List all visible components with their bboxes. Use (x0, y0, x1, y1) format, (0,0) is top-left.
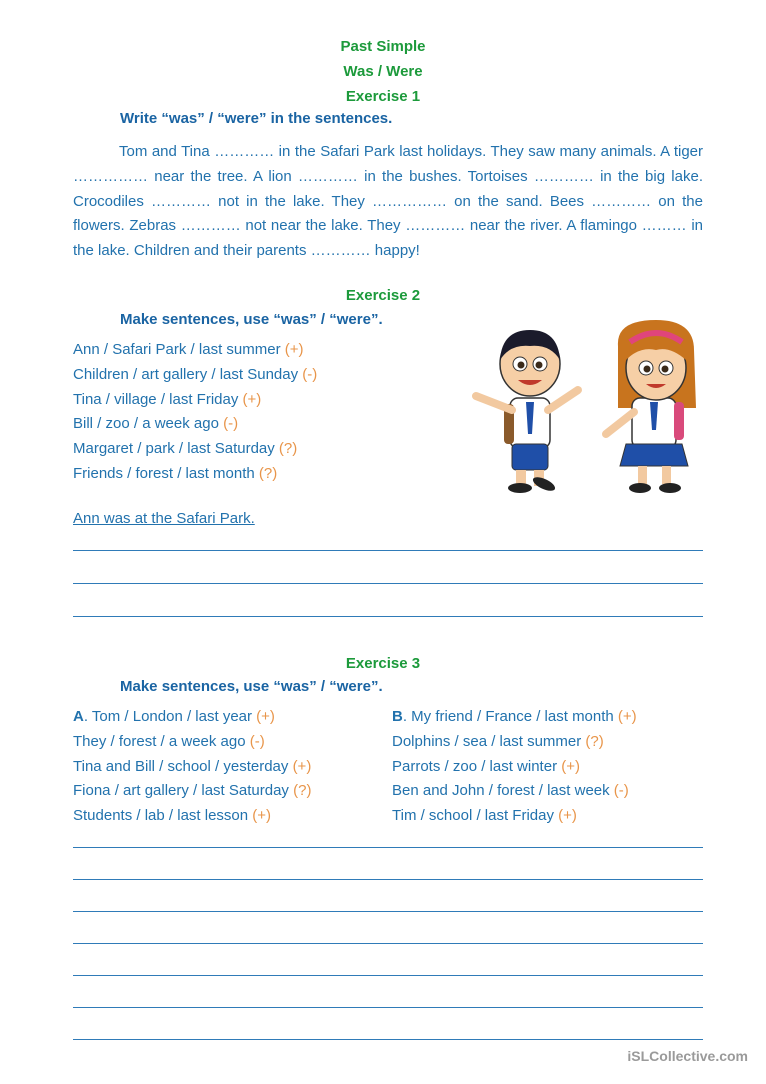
exercise3-column-a (73, 705, 311, 829)
exercise1-title: Exercise 1 (345, 88, 421, 105)
page-subtitle: Was / Were (343, 63, 423, 80)
watermark: iSLCollective.com (627, 1048, 748, 1064)
column-b-letter: B (392, 708, 403, 725)
list-item: A. Tom / London / last year (+) (73, 708, 275, 725)
column-a-letter: A (73, 708, 84, 725)
list-item: Tina and Bill / school / yesterday (+) (73, 757, 312, 775)
answer-line[interactable] (73, 975, 703, 976)
exercise1-instruction: Write “was” / “were” in the sentences. (120, 110, 393, 127)
answer-line[interactable] (73, 911, 703, 912)
list-item: Tim / school / last Friday (+) (392, 807, 577, 825)
answer-line[interactable] (73, 847, 703, 848)
list-item: Ben and John / forest / last week (-) (392, 782, 629, 800)
answer-line[interactable] (73, 550, 703, 551)
girl-illustration (606, 320, 696, 493)
exercise1-paragraph: Tom and Tina ………… in the Safari Park last holidays. They saw many animals. A tiger …………… near the tree. A lion ………… in the bushes. Tortoises ………… in the big lake. Crocodiles ………… not in the lake. They …………… on the sand. Bees ………… on the flowers. Zebras ………… not near the lake. They ………… near the river. A flamingo ……… in the lake. Children and their parents ………… happy! (73, 143, 703, 260)
example-answer: Ann was at the Safari Park. (73, 510, 255, 527)
list-item: Children / art gallery / last Sunday (-) (73, 365, 318, 383)
boy-illustration (476, 330, 578, 494)
page-title: Past Simple (340, 38, 426, 55)
exercise3-column-b (392, 705, 637, 829)
list-item: Dolphins / sea / last summer (?) (392, 732, 604, 750)
exercise2-list (73, 338, 317, 487)
answer-line[interactable] (73, 943, 703, 944)
exercise3-instruction: Make sentences, use “was” / “were”. (120, 678, 383, 695)
list-item: Parrots / zoo / last winter (+) (392, 757, 580, 775)
answer-line[interactable] (73, 616, 703, 617)
list-item: Bill / zoo / a week ago (-) (73, 415, 239, 433)
answer-line[interactable] (73, 583, 703, 584)
exercise1-text (73, 140, 703, 264)
list-item: Margaret / park / last Saturday (?) (73, 440, 298, 458)
exercise3-title: Exercise 3 (345, 655, 421, 672)
list-item: Tina / village / last Friday (+) (73, 390, 262, 408)
answer-line[interactable] (73, 1039, 703, 1040)
exercise2-title: Exercise 2 (345, 287, 421, 304)
list-item: Students / lab / last lesson (+) (73, 807, 272, 825)
exercise2-instruction: Make sentences, use “was” / “were”. (120, 311, 383, 328)
list-item: Friends / forest / last month (?) (73, 464, 278, 482)
answer-line[interactable] (73, 1007, 703, 1008)
list-item: Ann / Safari Park / last summer (+) (73, 341, 304, 358)
list-item: They / forest / a week ago (-) (73, 732, 265, 750)
list-item: Fiona / art gallery / last Saturday (?) (73, 782, 312, 800)
list-item: B. My friend / France / last month (+) (392, 708, 637, 725)
answer-line[interactable] (73, 879, 703, 880)
cartoon-children-illustration (466, 316, 706, 501)
